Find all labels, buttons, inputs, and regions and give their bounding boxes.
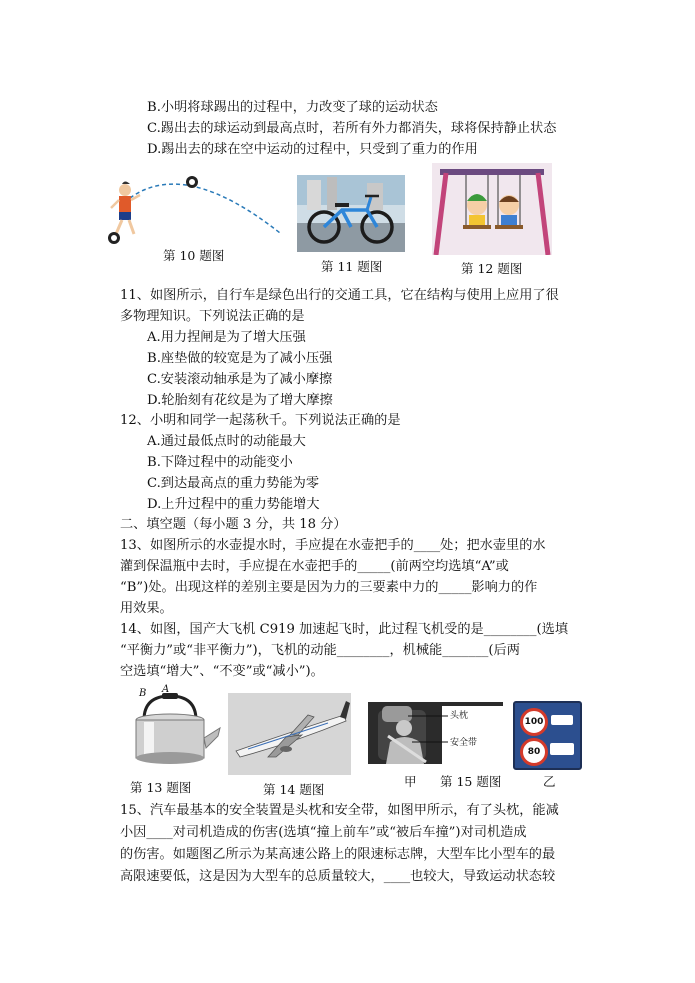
q11-stem-line-1: 11、如图所示，自行车是绿色出行的交通工具，它在结构与使用上应用了很 (120, 288, 559, 303)
q12-stem: 12、小明和同学一起荡秋千。下列说法正确的是 (120, 413, 401, 428)
q15-line-4: 高限速要低，这是因为大型车的总质量较大，____也较大，导致运动状态较 (120, 869, 556, 884)
kettle-handle-label-a: A (162, 684, 170, 695)
q10-option-d: D.踢出去的球在空中运动的过程中，只受到了重力的作用 (147, 142, 478, 157)
fig10-kick-illustration (100, 168, 285, 248)
fig14-caption: 第 14 题图 (263, 782, 325, 797)
fig14-airplane-photo (228, 693, 351, 775)
car-icon (551, 715, 573, 725)
section-heading-fill-in: 二、填空题（每小题 3 分，共 18 分） (120, 517, 347, 532)
fig15-caption: 第 15 题图 (440, 774, 502, 789)
q14-line-1: 14、如图，国产大飞机 C919 加速起飞时，此过程飞机受的是________(选填 (120, 622, 569, 637)
q13-line-3: “B”)处。出现这样的差别主要是因为力的三要素中力的_____影响力的作 (120, 580, 538, 595)
q14-line-3: 空选填“增大”、“不变”或“减小”)。 (120, 664, 324, 679)
q15-line-3: 的伤害。如题图乙所示为某高速公路上的限速标志牌，大型车比小型车的最 (120, 847, 556, 862)
fig12-caption: 第 12 题图 (461, 261, 523, 276)
fig11-bicycle-photo (297, 175, 405, 252)
seatbelt-label: 安全带 (450, 738, 478, 748)
q12-option-c: C.到达最高点的重力势能为零 (147, 476, 320, 491)
q12-option-b: B.下降过程中的动能变小 (147, 455, 293, 470)
fig15-yi-label: 乙 (543, 774, 556, 789)
q14-line-2: “平衡力”或“非平衡力”)，飞机的动能________，机械能_______(后两 (120, 643, 520, 658)
fig15-yi-speed-limit-sign (513, 701, 582, 770)
q11-option-a: A.用力捏闸是为了增大压强 (147, 330, 306, 345)
kettle-handle-label-b: B (139, 688, 147, 699)
fig13-caption: 第 13 题图 (130, 780, 192, 795)
fig10-caption: 第 10 题图 (163, 248, 225, 263)
q11-option-d: D.轮胎刻有花纹是为了增大摩擦 (147, 393, 333, 408)
headrest-label: 头枕 (450, 711, 469, 721)
q11-stem-line-2: 多物理知识。下列说法正确的是 (120, 309, 305, 324)
q15-line-2: 小因____对司机造成的伤害(选填“撞上前车”或“被后车撞”)对司机造成 (120, 825, 527, 840)
q10-option-b: B.小明将球踢出的过程中，力改变了球的运动状态 (147, 100, 438, 115)
fig13-kettle-illustration (122, 690, 222, 770)
q13-line-4: 用效果。 (120, 601, 173, 616)
q12-option-a: A.通过最低点时的动能最大 (147, 434, 306, 449)
fig15-jia-label: 甲 (404, 774, 417, 789)
q11-option-c: C.安装滚动轴承是为了减小摩擦 (147, 372, 333, 387)
fig12-swing-illustration (432, 163, 552, 255)
speed-limit-car-circle: 100 (520, 708, 548, 736)
q10-option-c: C.踢出去的球运动到最高点时，若所有外力都消失，球将保持静止状态 (147, 121, 557, 136)
fig11-caption: 第 11 题图 (321, 259, 383, 274)
bus-icon (550, 743, 574, 755)
q11-option-b: B.座垫做的较宽是为了减小压强 (147, 351, 333, 366)
q13-line-2: 灌到保温瓶中去时，手应提在水壶把手的_____(前两空均选填“A”或 (120, 559, 509, 574)
q12-option-d: D.上升过程中的重力势能增大 (147, 497, 320, 512)
fig15-jia-headrest-photo (368, 702, 503, 764)
speed-limit-bus-circle: 80 (520, 738, 548, 766)
q13-line-1: 13、如图所示的水壶提水时，手应提在水壶把手的____处；把水壶里的水 (120, 538, 546, 553)
q15-line-1: 15、汽车最基本的安全装置是头枕和安全带，如图甲所示，有了头枕，能减 (120, 803, 559, 818)
